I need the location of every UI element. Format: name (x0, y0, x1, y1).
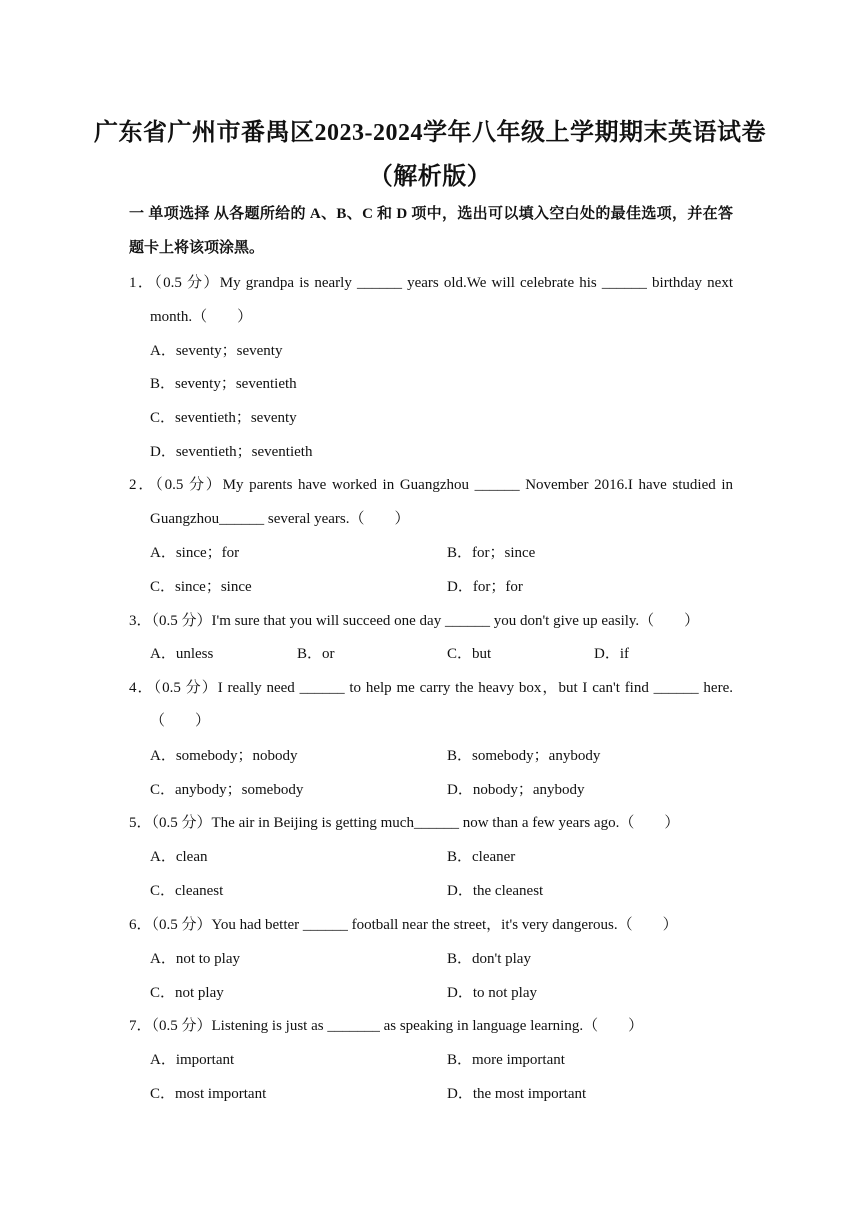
q5-option-c: C．cleanest (150, 883, 224, 899)
question-2-cont: Guangzhou______ several years.（ ） (150, 511, 410, 527)
question-1: 1．（0.5 分）My grandpa is nearly ______ years old.We will celebrate his ______ birthday next (129, 275, 733, 291)
question-1-cont: month.（ ） (150, 309, 253, 325)
q6-option-a: A．not to play (150, 951, 240, 967)
q1-option-c: C．seventieth；seventy (150, 410, 297, 426)
question-3: 3．（0.5 分）I'm sure that you will succeed one day ______ you don't give up easily.（ ） (129, 613, 700, 629)
question-2: 2．（0.5 分）My parents have worked in Guangzhou ______ November 2016.I have studied in (129, 477, 733, 493)
q1-option-d: D．seventieth；seventieth (150, 444, 313, 460)
document-subtitle: （解析版） (368, 164, 492, 190)
q4-option-a: A．somebody；nobody (150, 748, 298, 764)
q2-option-a: A．since；for (150, 545, 240, 561)
question-6: 6．（0.5 分）You had better ______ football near the street，it's very dangerous.（ ） (129, 917, 678, 933)
q7-option-a: A．important (150, 1052, 235, 1068)
q5-option-b: B．cleaner (447, 849, 516, 865)
question-4-cont: （ ） (150, 713, 211, 729)
section-heading-cont: 题卡上将该项涂黑。 (129, 240, 265, 256)
q3-option-b: B．or (297, 646, 335, 662)
q4-option-c: C．anybody；somebody (150, 782, 304, 798)
q4-option-d: D．nobody；anybody (447, 782, 585, 798)
q1-option-a: A．seventy；seventy (150, 343, 283, 359)
question-5: 5．（0.5 分）The air in Beijing is getting much______ now than a few years ago.（ ） (129, 815, 680, 831)
q5-option-d: D．the cleanest (447, 883, 544, 899)
q5-option-a: A．clean (150, 849, 208, 865)
section-heading: 一 单项选择 从各题所给的 A、B、C 和 D 项中，选出可以填入空白处的最佳选项，并在答 (129, 206, 733, 222)
q1-option-b: B．seventy；seventieth (150, 376, 297, 392)
q2-option-c: C．since；since (150, 579, 252, 595)
q4-option-b: B．somebody；anybody (447, 748, 601, 764)
q2-option-b: B．for；since (447, 545, 536, 561)
question-7: 7．（0.5 分）Listening is just as _______ as speaking in language learning.（ ） (129, 1018, 644, 1034)
q6-option-c: C．not play (150, 985, 224, 1001)
q7-option-b: B．more important (447, 1052, 565, 1068)
q2-option-d: D．for；for (447, 579, 523, 595)
q7-option-c: C．most important (150, 1086, 267, 1102)
q7-option-d: D．the most important (447, 1086, 587, 1102)
q3-option-d: D．if (594, 646, 629, 662)
q3-option-c: C．but (447, 646, 492, 662)
q6-option-d: D．to not play (447, 985, 537, 1001)
q3-option-a: A．unless (150, 646, 214, 662)
q6-option-b: B．don't play (447, 951, 531, 967)
document-title: 广东省广州市番禺区2023-2024学年八年级上学期期末英语试卷 (94, 120, 766, 146)
question-4: 4．（0.5 分）I really need ______ to help me carry the heavy box，but I can't find ______ here. (129, 680, 733, 696)
